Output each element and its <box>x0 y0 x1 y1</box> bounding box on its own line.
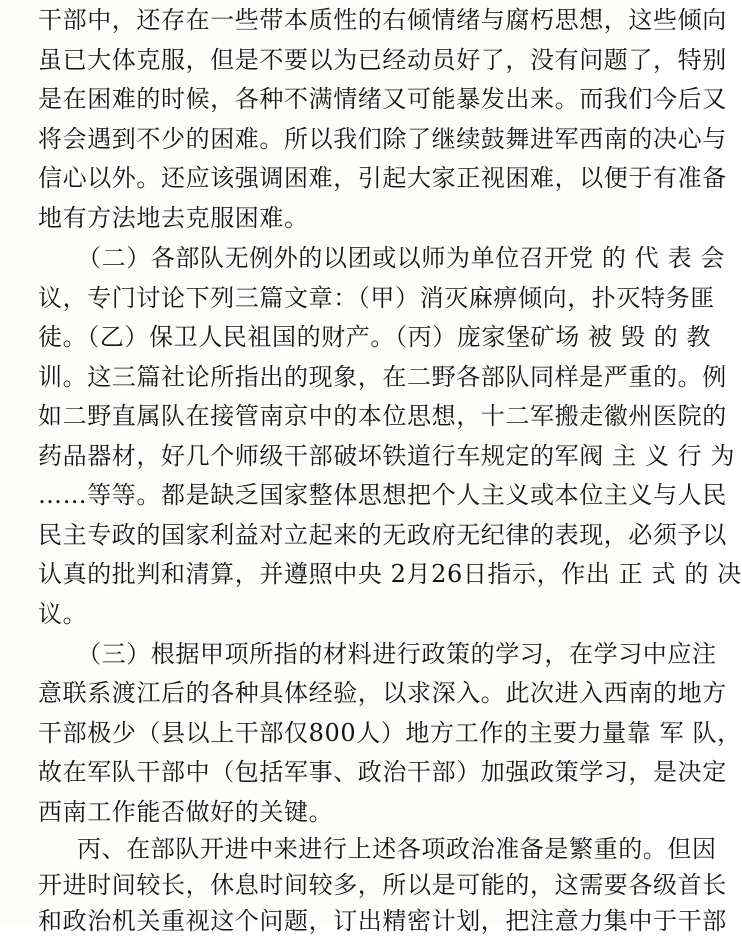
text-line: 虽已大体克服，但是不要以为已经动员好了，没有问题了，特别 <box>38 46 727 74</box>
text-line: 议，专门讨论下列三篇文章：（甲）消灭麻痹倾向，扑灭特务匪 <box>38 284 715 312</box>
text-line: 干部中，还存在一些带本质性的右倾情绪与腐朽思想，这些倾向 <box>38 6 727 34</box>
text-line: 开进时间较长，休息时间较多，所以是可能的，这需要各级首长 <box>38 871 727 899</box>
text-line: 信心以外。还应该强调困难，引起大家正视困难，以便于有准备 <box>38 164 727 192</box>
text-line: 将会遇到不少的困难。所以我们除了继续鼓舞进军西南的决心与 <box>38 125 727 153</box>
text-line: 是在困难的时候，各种不满情绪又可能暴发出来。而我们今后又 <box>38 85 727 113</box>
text-line: 认真的批判和清算，并遵照中央 2月26日指示，作出 正 式 的 决 <box>38 560 742 588</box>
text-line: 议。 <box>38 600 88 628</box>
text-line: 意联系渡江后的各种具体经验，以求深入。此次进入西南的地方 <box>38 679 727 707</box>
text-line: 徒。（乙）保卫人民祖国的财产。（丙）庞家堡矿场 被 毁 的 教 <box>38 323 712 351</box>
text-line: （二）各部队无例外的以团或以师为单位召开党 的 代 表 会 <box>77 244 725 272</box>
text-line: 训。这三篇社论所指出的现象，在二野各部队同样是严重的。例 <box>38 363 727 391</box>
text-line: 丙、在部队开进中来进行上述各项政治准备是繁重的。但因 <box>77 835 717 863</box>
text-line: 干部极少（县以上干部仅800人）地方工作的主要力量靠 军 队， <box>38 719 742 747</box>
text-line: 地有方法地去克服困难。 <box>38 204 309 232</box>
text-line: 故在军队干部中（包括军事、政治干部）加强政策学习，是决定 <box>38 758 727 786</box>
text-line: 民主专政的国家利益对立起来的无政府无纪律的表现，必须予以 <box>38 521 727 549</box>
text-line: 和政治机关重视这个问题，订出精密计划，把注意力集中于干部 <box>38 907 727 935</box>
text-line: 药品器材，好几个师级干部破坏铁道行车规定的军阀 主 义 行 为 <box>38 442 736 470</box>
text-line: ……等等。都是缺乏国家整体思想把个人主义或本位主义与人民 <box>38 481 727 509</box>
text-line: 西南工作能否做好的关键。 <box>38 798 334 826</box>
text-line: 如二野直属队在接管南京中的本位思想，十二军搬走徽州医院的 <box>38 402 727 430</box>
text-line: （三）根据甲项所指的材料进行政策的学习，在学习中应注 <box>77 640 717 668</box>
